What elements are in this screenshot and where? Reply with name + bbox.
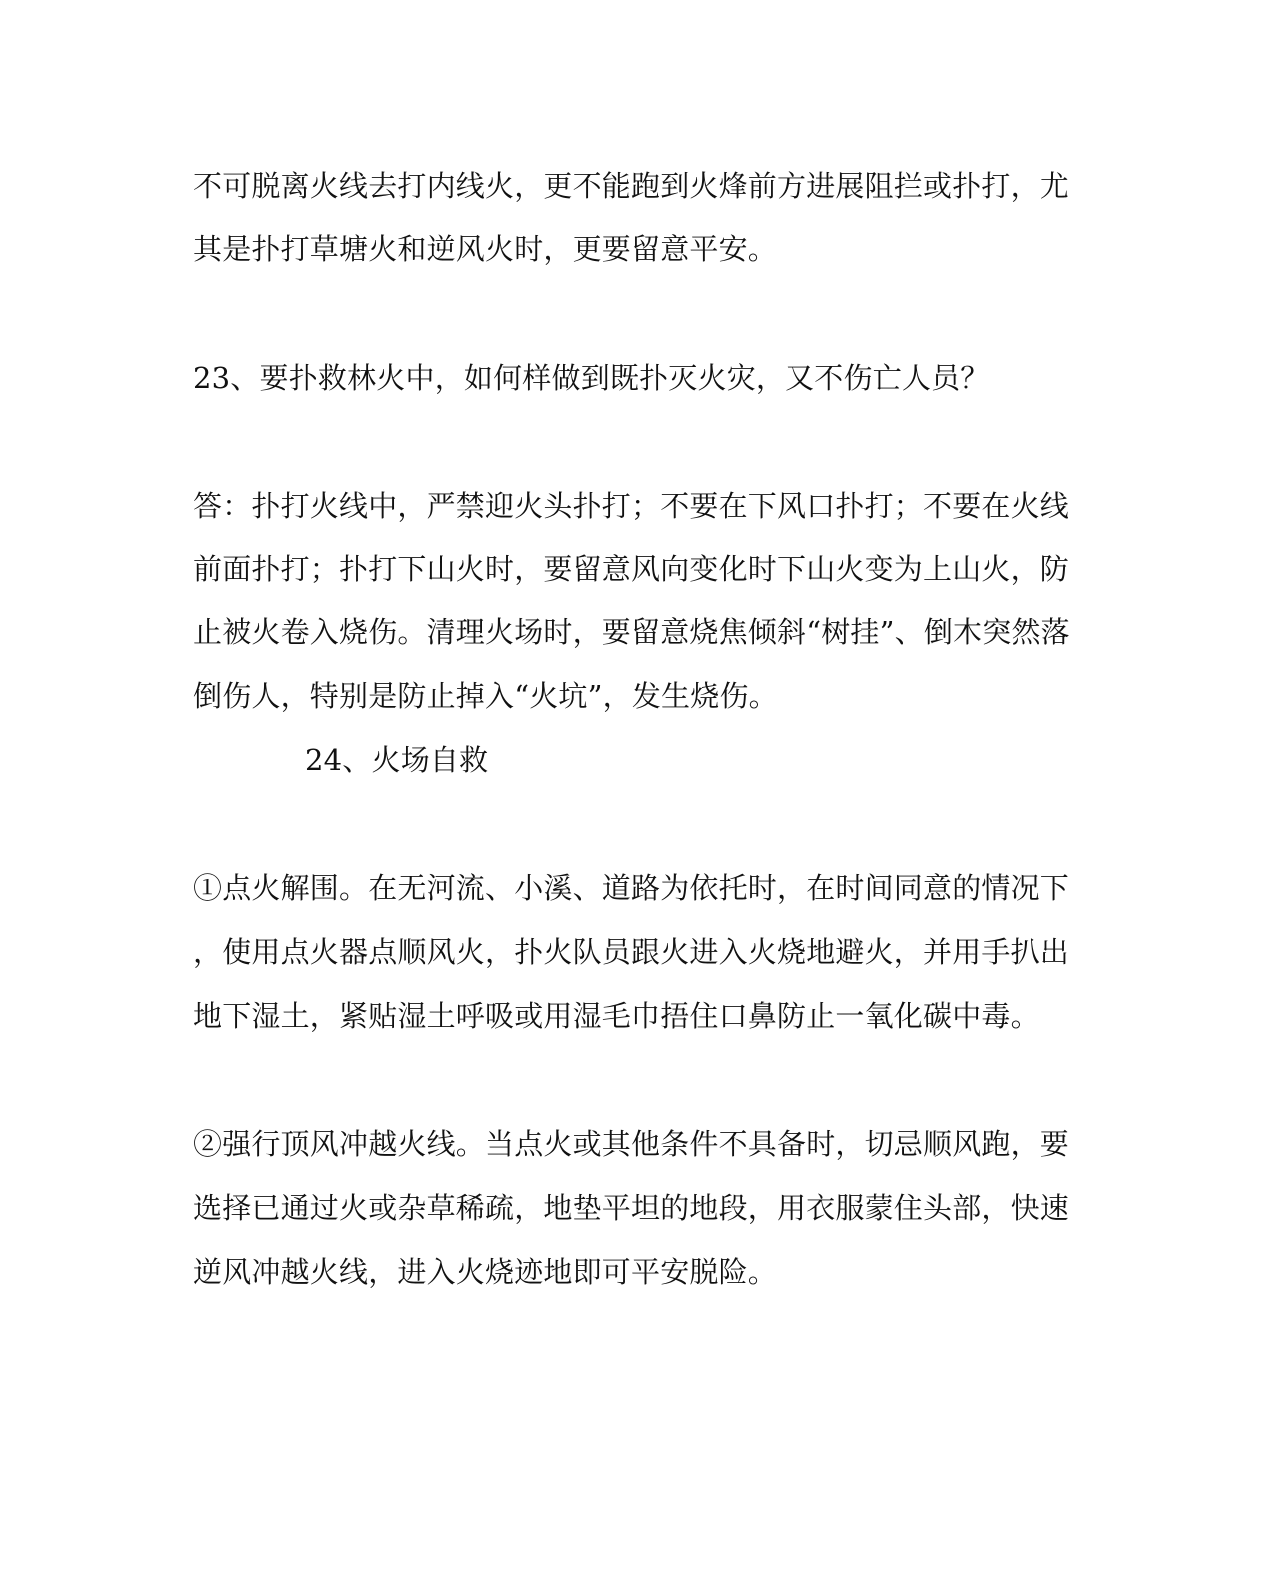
list-item-line: 选择已通过火或杂草稀疏，地垫平坦的地段，用衣服蒙住头部，快速 — [193, 1191, 1070, 1225]
answer-line: 前面扑打；扑打下山火时，要留意风向变化时下山火变为上山火，防 — [193, 552, 1070, 586]
answer-line: 倒伤人，特别是防止掉入“火坑”，发生烧伤。 — [193, 679, 778, 713]
answer-line: 止被火卷入烧伤。清理火场时，要留意烧焦倾斜“树挂”、倒木突然落 — [193, 615, 1070, 649]
section-heading: 24、火场自救 — [305, 743, 489, 777]
paragraph-line: 不可脱离火线去打内线火，更不能跑到火烽前方进展阻拦或扑打，尤 — [193, 169, 1070, 203]
question-heading: 23、要扑救林火中，如何样做到既扑灭火灾，又不伤亡人员？ — [193, 361, 990, 395]
paragraph-line: 其是扑打草塘火和逆风火时，更要留意平安。 — [193, 232, 778, 266]
list-item-line: ②强行顶风冲越火线。当点火或其他条件不具备时，切忌顺风跑，要 — [193, 1127, 1070, 1161]
answer-line: 答：扑打火线中，严禁迎火头扑打；不要在下风口扑打；不要在火线 — [193, 489, 1070, 523]
list-item-line: 地下湿土，紧贴湿土呼吸或用湿毛巾捂住口鼻防止一氧化碳中毒。 — [193, 999, 1040, 1033]
list-item-line: ①点火解围。在无河流、小溪、道路为依托时，在时间同意的情况下 — [193, 871, 1070, 905]
list-item-line: 逆风冲越火线，进入火烧迹地即可平安脱险。 — [193, 1255, 778, 1289]
list-item-line: ，使用点火器点顺风火，扑火队员跟火进入火烧地避火，并用手扒出 — [193, 935, 1070, 969]
